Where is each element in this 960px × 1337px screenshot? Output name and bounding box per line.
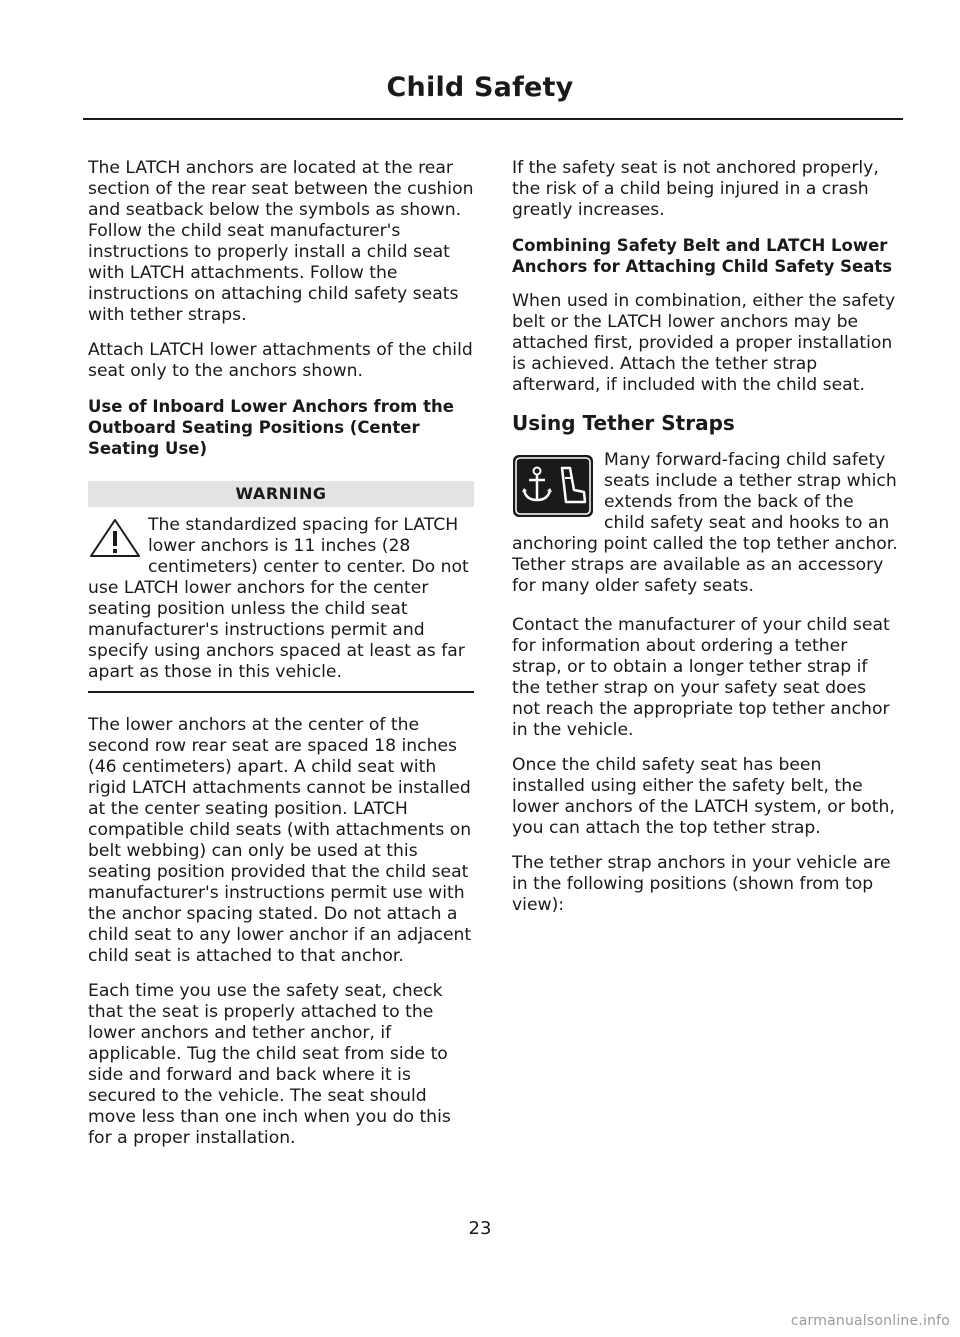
tether-straps-heading: Using Tether Straps: [512, 411, 735, 435]
warning-body: [88, 507, 474, 693]
watermark: carmanualsonline.info: [790, 1313, 950, 1329]
attach-top-tether-paragraph: Once the child safety seat has been installed using either the safety belt, the lower anchors of the LATCH system, or both, you can attach the top tether strap.: [512, 755, 895, 838]
left-column: [88, 158, 474, 1163]
latch-attach-paragraph: Attach LATCH lower attachments of the child seat only to the anchors shown.: [88, 340, 473, 381]
page-title: Child Safety: [386, 72, 574, 103]
check-installation-paragraph: Each time you use the safety seat, check that the seat is properly attached to the lower anchors and tether anchor, if applicable. Tug the child seat from side to side and forward and back where it is secured to the vehicle. The seat should move less than one inch when you do this for a proper installation.: [88, 981, 451, 1148]
warning-triangle-icon: [88, 517, 142, 559]
warning-box: [88, 481, 474, 693]
combination-paragraph: When used in combination, either the safety belt or the LATCH lower anchors may be attached first, provided a proper installation is achieved. Attach the tether strap afterward, if included with the child seat.: [512, 291, 896, 395]
page-number: 23: [468, 1218, 492, 1239]
tether-anchor-icon: [512, 454, 594, 518]
center-anchor-spacing-paragraph: The lower anchors at the center of the second row rear seat are spaced 18 inches (46 centimeters) apart. A child seat with rigid LATCH attachments cannot be installed at the center seating position. LATCH compatible child seats (with attachments on belt webbing) can only be used at this seating position provided that the child seat manufacturer's instructions permit use with the anchor spacing stated. Do not attach a child seat to any lower anchor if an adjacent child seat is attached to that anchor.: [88, 715, 472, 966]
combining-heading: Combining Safety Belt and LATCH Lower Anchors for Attaching Child Safety Seats: [512, 236, 893, 276]
contact-manufacturer-paragraph: Contact the manufacturer of your child seat for information about ordering a tether strap, or to obtain a longer tether strap if the tether strap on your safety seat does not reach the appropriate top tether anchor in the vehicle.: [512, 615, 890, 740]
right-column: [512, 158, 898, 930]
warning-text: The standardized spacing for LATCH lower anchors is 11 inches (28 centimeters) center to center. Do not use LATCH lower anchors for the center seating position unless the child seat manufacturer's instructions permit and specify using anchors spaced at least as far apart as those in this vehicle.: [88, 515, 469, 682]
anchored-risk-paragraph: If the safety seat is not anchored properly, the risk of a child being injured in a crash greatly increases.: [512, 158, 879, 220]
warning-label: WARNING: [88, 481, 474, 507]
title-divider: [83, 118, 903, 120]
tether-description-paragraph: Many forward-facing child safety seats include a tether strap which extends from the back of the child safety seat and hooks to an anchoring point called the top tether anchor. Tether straps are available as an accessory for many older safety seats.: [512, 450, 898, 596]
tether-positions-paragraph: The tether strap anchors in your vehicle are in the following positions (shown from top view):: [512, 853, 891, 915]
inboard-anchors-heading: Use of Inboard Lower Anchors from the Outboard Seating Positions (Center Seating Use): [88, 397, 454, 458]
latch-location-paragraph: The LATCH anchors are located at the rear section of the rear seat between the cushion and seatback below the symbols as shown. Follow the child seat manufacturer's instructions to properly install a child seat with LATCH attachments. Follow the instructions on attaching child safety seats with tether straps.: [88, 158, 474, 325]
